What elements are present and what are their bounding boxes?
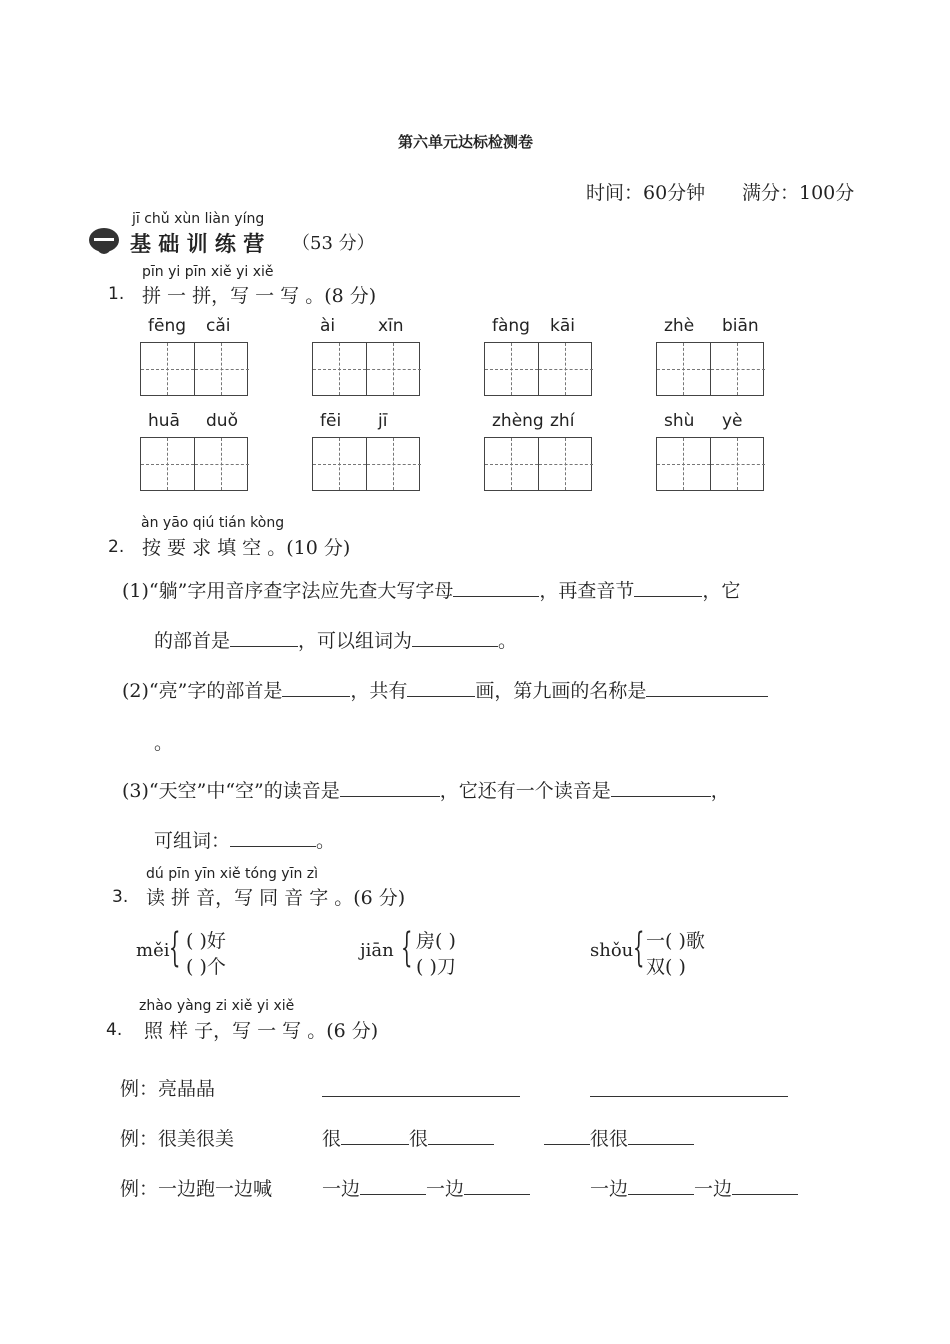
answer-blank[interactable] bbox=[590, 1078, 788, 1097]
grid-pinyin-1: ài bbox=[320, 316, 336, 336]
section-pinyin: jī chǔ xùn liàn yíng bbox=[132, 211, 265, 227]
writing-grid[interactable] bbox=[484, 342, 592, 396]
grid-pinyin-2: jī bbox=[378, 411, 388, 431]
grid-pinyin-1: fàng bbox=[492, 316, 530, 336]
q3-group-2-line1: 房( ) bbox=[416, 930, 456, 952]
q4-row3-answer-a bbox=[322, 1174, 530, 1201]
q2-item1-text-a: (1)“躺”字用音序查字法应先查大写字母 bbox=[122, 580, 454, 602]
section-badge-icon bbox=[88, 226, 122, 256]
answer-blank[interactable] bbox=[464, 1176, 530, 1195]
q2-item3-text-c: ， bbox=[710, 780, 730, 802]
grid-pinyin-2: duǒ bbox=[206, 411, 238, 431]
grid-pinyin-1: zhèng bbox=[492, 411, 544, 431]
answer-blank[interactable] bbox=[360, 1176, 426, 1195]
grid-pinyin-2: yè bbox=[722, 411, 743, 431]
q4-row2-answer-a bbox=[322, 1124, 494, 1151]
q2-item2-text-a: (2)“亮”字的部首是 bbox=[122, 680, 283, 702]
q4-row3-word-a: 一边 bbox=[322, 1178, 361, 1200]
answer-blank[interactable] bbox=[544, 1126, 590, 1145]
q2-item1-text-d: 的部首是 bbox=[154, 630, 231, 652]
time-limit: 时间：60分钟 bbox=[586, 182, 706, 204]
q4-example-1: 例：亮晶晶 bbox=[120, 1078, 216, 1100]
q3-group-2-pinyin: jiān bbox=[360, 940, 394, 961]
answer-blank[interactable] bbox=[732, 1176, 798, 1195]
q2-item2-line2: 。 bbox=[154, 732, 174, 754]
q3-group-3-line2: 双( ) bbox=[646, 956, 686, 978]
q3-pinyin: dú pīn yīn xiě tóng yīn zì bbox=[146, 866, 319, 882]
q2-item3-text-d: 可组词： bbox=[154, 830, 231, 852]
writing-grid[interactable] bbox=[656, 437, 764, 491]
full-score: 满分：100分 bbox=[742, 182, 855, 204]
q4-example-3: 例：一边跑一边喊 bbox=[120, 1178, 273, 1200]
q2-item2-text-b: ，共有 bbox=[350, 680, 408, 702]
answer-blank[interactable] bbox=[634, 578, 702, 597]
grid-pinyin-1: fēng bbox=[148, 316, 187, 336]
q2-text: 按 要 求 填 空 。(10 分) bbox=[142, 537, 351, 559]
q4-row3-answer-b bbox=[590, 1174, 798, 1201]
q4-number: 4. bbox=[106, 1020, 123, 1040]
answer-blank[interactable] bbox=[628, 1126, 694, 1145]
answer-blank[interactable] bbox=[611, 778, 711, 797]
q2-item1-text-f: 。 bbox=[498, 630, 518, 652]
answer-blank[interactable] bbox=[412, 628, 498, 647]
writing-grid[interactable] bbox=[140, 342, 248, 396]
grid-pinyin-2: xīn bbox=[378, 316, 404, 336]
answer-blank[interactable] bbox=[282, 678, 350, 697]
q3-group-3-pinyin: shǒu bbox=[590, 940, 634, 961]
q4-pinyin: zhào yàng zi xiě yi xiě bbox=[139, 998, 295, 1014]
answer-blank[interactable] bbox=[230, 828, 316, 847]
q3-group-3-line1: 一( )歌 bbox=[646, 930, 705, 952]
q4-row2-answer-b bbox=[544, 1124, 694, 1151]
writing-grid[interactable] bbox=[140, 437, 248, 491]
answer-blank[interactable] bbox=[230, 628, 298, 647]
q2-item2-text-c: 画，第九画的名称是 bbox=[475, 680, 647, 702]
page-title: 第六单元达标检测卷 bbox=[398, 133, 534, 151]
answer-blank[interactable] bbox=[646, 678, 768, 697]
q2-item3-line2 bbox=[154, 826, 335, 853]
writing-grid[interactable] bbox=[484, 437, 592, 491]
q3-group-1-pinyin: měi bbox=[136, 940, 170, 961]
q4-text: 照 样 子，写 一 写 。(6 分) bbox=[144, 1020, 379, 1042]
answer-blank[interactable] bbox=[453, 578, 539, 597]
q1-pinyin: pīn yi pīn xiě yi xiě bbox=[142, 264, 274, 280]
q4-row2-word-b: 很 bbox=[409, 1128, 429, 1150]
q2-item3-text-b: ，它还有一个读音是 bbox=[439, 780, 611, 802]
answer-blank[interactable] bbox=[341, 1126, 409, 1145]
q3-group-2-line2: ( )刀 bbox=[416, 956, 456, 978]
q2-item3-text-e: 。 bbox=[316, 830, 336, 852]
q2-item1-text-b: ，再查音节 bbox=[539, 580, 635, 602]
q4-row3-word-d: 一边 bbox=[694, 1178, 733, 1200]
q2-pinyin: àn yāo qiú tián kòng bbox=[141, 515, 285, 531]
q4-row2-word-c: 很很 bbox=[590, 1128, 629, 1150]
grid-pinyin-1: huā bbox=[148, 411, 180, 431]
grid-pinyin-1: fēi bbox=[320, 411, 342, 431]
q2-item3-text-a: (3)“天空”中“空”的读音是 bbox=[122, 780, 340, 802]
q2-number: 2. bbox=[108, 537, 125, 557]
brace-icon: { bbox=[168, 925, 181, 971]
grid-pinyin-2: zhí bbox=[550, 411, 575, 431]
q4-example-2: 例：很美很美 bbox=[120, 1128, 235, 1150]
q2-item1-line1 bbox=[122, 576, 740, 603]
answer-blank[interactable] bbox=[322, 1078, 520, 1097]
section-score: （53 分） bbox=[292, 233, 375, 254]
brace-icon: { bbox=[632, 925, 645, 971]
answer-blank[interactable] bbox=[340, 778, 440, 797]
q1-text: 拼 一 拼，写 一 写 。(8 分) bbox=[142, 285, 377, 307]
q2-item1-line2 bbox=[154, 626, 517, 653]
grid-pinyin-2: biān bbox=[722, 316, 759, 336]
q4-row3-word-b: 一边 bbox=[426, 1178, 465, 1200]
q2-item1-text-e: ，可以组词为 bbox=[298, 630, 413, 652]
grid-pinyin-1: zhè bbox=[664, 316, 695, 336]
grid-pinyin-1: shù bbox=[664, 411, 695, 431]
answer-blank[interactable] bbox=[628, 1176, 694, 1195]
grid-pinyin-2: kāi bbox=[550, 316, 575, 336]
answer-blank[interactable] bbox=[407, 678, 475, 697]
writing-grid[interactable] bbox=[312, 342, 420, 396]
q3-group-1-line2: ( )个 bbox=[186, 956, 226, 978]
q3-group-1-line1: ( )好 bbox=[186, 930, 226, 952]
section-label: 基 础 训 练 营 bbox=[130, 232, 265, 256]
q4-row2-word-a: 很 bbox=[322, 1128, 342, 1150]
q1-number: 1. bbox=[108, 284, 125, 304]
q2-item2-line1 bbox=[122, 676, 768, 703]
grid-pinyin-2: cǎi bbox=[206, 316, 231, 336]
answer-blank[interactable] bbox=[428, 1126, 494, 1145]
q2-item3-line1 bbox=[122, 776, 730, 803]
q4-row3-word-c: 一边 bbox=[590, 1178, 629, 1200]
brace-icon: { bbox=[400, 925, 413, 971]
writing-grid[interactable] bbox=[312, 437, 420, 491]
writing-grid[interactable] bbox=[656, 342, 764, 396]
q3-number: 3. bbox=[112, 887, 129, 907]
q2-item1-text-c: ，它 bbox=[702, 580, 741, 602]
q3-text: 读 拼 音，写 同 音 字 。(6 分) bbox=[146, 887, 406, 909]
